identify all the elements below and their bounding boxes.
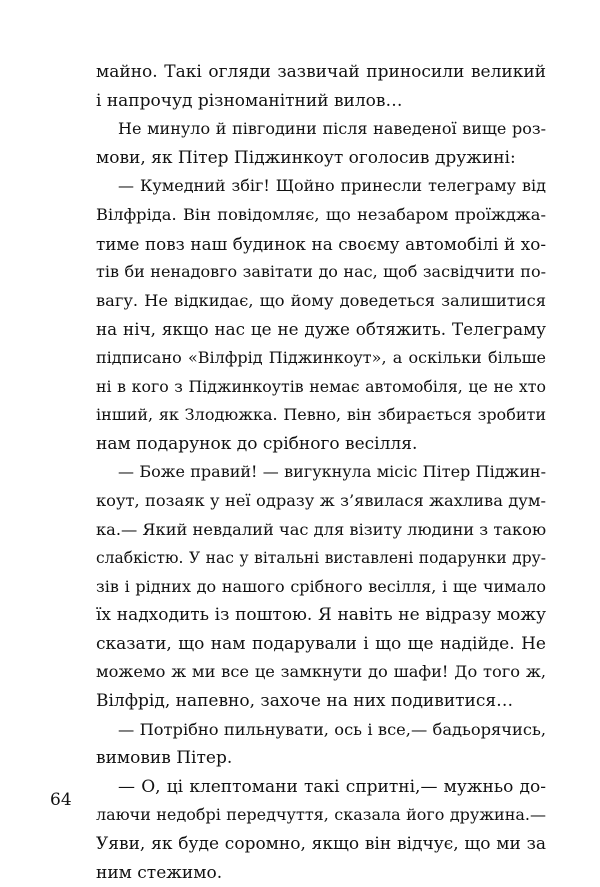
text-line: майно. Такі огляди зазвичай приносили великий xyxy=(96,62,546,82)
page-number: 64 xyxy=(50,790,72,810)
text-line: коут, позаяк у неї одразу ж з’явилася жахлива дум- xyxy=(96,490,546,510)
text-line: інший, як Злодюжка. Певно, він збирається зробити xyxy=(96,405,546,425)
text-line: — Боже правий! — вигукнула місіс Пітер Піджин- xyxy=(118,462,546,482)
text-line: Не минуло й півгодини після наведеної вище роз- xyxy=(118,119,546,139)
text-line: нам подарунок до срібного весілля. xyxy=(96,433,418,454)
text-line: — Кумедний збіг! Щойно принесли телеграму від xyxy=(118,176,546,196)
text-line: ні в кого з Піджинкоутів немає автомобіля, це не хто xyxy=(96,376,546,396)
text-line: — О, ці клептомани такі спритні,— мужньо до- xyxy=(118,776,546,797)
text-line: тів би ненадовго завітати до нас, щоб засвідчити по- xyxy=(96,262,546,282)
text-line: і напрочуд різноманітний вилов… xyxy=(96,90,403,111)
text-line: їх надходить із поштою. Я навіть не відразу можу xyxy=(96,605,546,626)
body-text xyxy=(96,58,546,887)
text-line: Уяви, як буде соромно, якщо він відчує, що ми за xyxy=(96,834,546,855)
text-line: вимовив Пітер. xyxy=(96,748,233,769)
text-line: на ніч, якщо нас це не дуже обтяжить. Телеграму xyxy=(96,319,546,340)
text-line: підписано «Вілфрід Піджинкоут», а оскільки більше xyxy=(96,347,546,367)
text-line: тиме повз наш будинок на своєму автомобілі й хо- xyxy=(96,233,546,254)
text-line: лаючи недобрі передчуття, сказала його дружина.— xyxy=(96,805,546,825)
text-line: можемо ж ми все це замкнути до шафи! До того ж, xyxy=(96,662,546,682)
text-line: зів і рідних до нашого срібного весілля, і ще чимало xyxy=(96,576,546,596)
text-line: Вілфріда. Він повідомляє, що незабаром проїжджа- xyxy=(96,204,546,224)
text-line: сказати, що нам подарували і що ще надійде. Не xyxy=(96,633,546,654)
text-line: мови, як Пітер Піджинкоут оголосив дружині: xyxy=(96,147,516,168)
text-line: Вілфрід, напевно, захоче на них подивитися… xyxy=(96,691,514,712)
text-line: слабкістю. У нас у вітальні виставлені подарунки дру- xyxy=(96,549,546,568)
text-line: ним стежимо. xyxy=(96,862,223,883)
text-line: ка.— Який невдалий час для візиту людини з такою xyxy=(96,519,547,539)
text-line: вагу. Не відкидає, що йому доведеться залишитися xyxy=(96,290,546,310)
text-line: — Потрібно пильнувати, ось і все,— бадьорячись, xyxy=(118,719,546,739)
